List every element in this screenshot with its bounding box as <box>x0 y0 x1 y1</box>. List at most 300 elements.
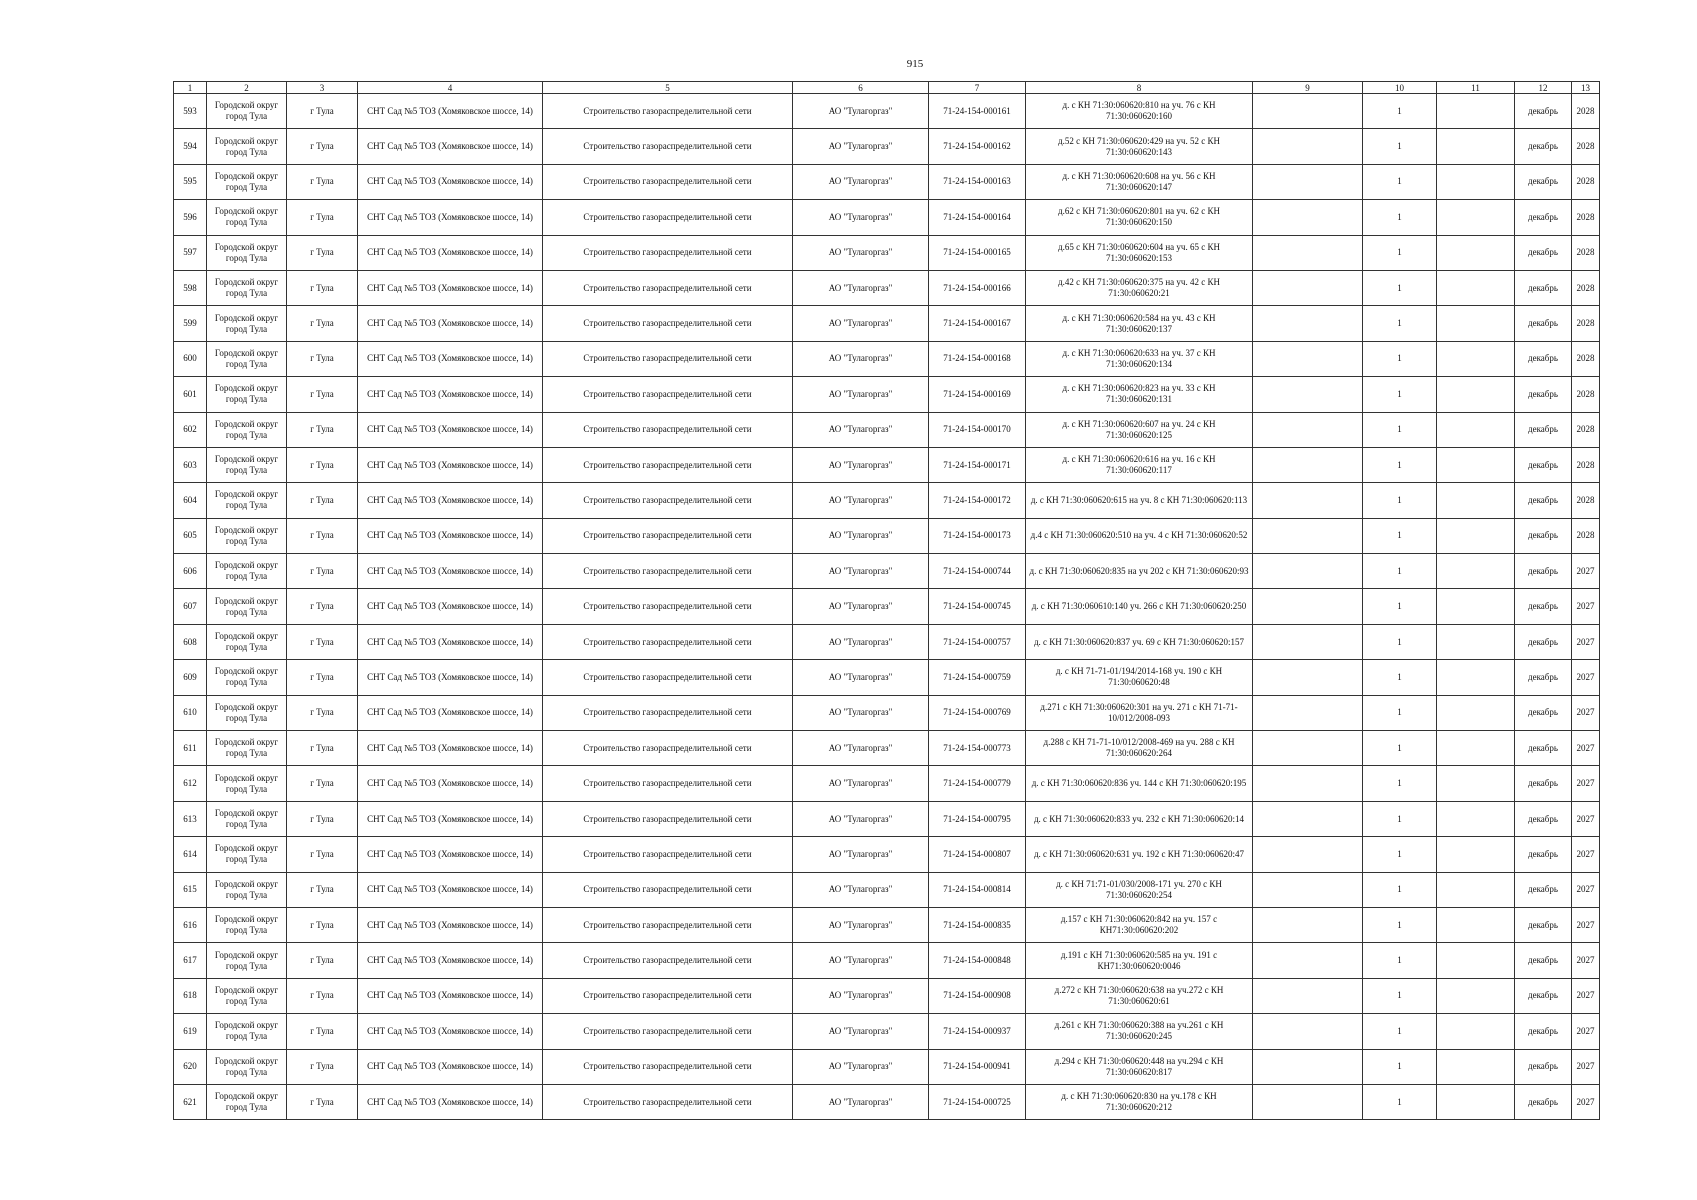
operator-cell: АО "Тулагоргаз" <box>793 554 929 589</box>
col-9-cell <box>1253 766 1363 801</box>
row-number-cell: 609 <box>174 660 207 695</box>
work-type-cell: Строительство газораспределительной сети <box>543 766 793 801</box>
count-cell: 1 <box>1363 837 1437 872</box>
col-9-cell <box>1253 801 1363 836</box>
col-9-cell <box>1253 872 1363 907</box>
year-cell: 2027 <box>1572 731 1600 766</box>
application-number-cell: 71-24-154-000757 <box>929 624 1026 659</box>
col-9-cell <box>1253 907 1363 942</box>
col-11-cell <box>1437 766 1515 801</box>
work-type-cell: Строительство газораспределительной сети <box>543 660 793 695</box>
work-type-cell: Строительство газораспределительной сети <box>543 589 793 624</box>
table-row <box>174 1014 1600 1049</box>
municipality-cell: Городской округ город Тула <box>207 731 287 766</box>
month-cell: декабрь <box>1515 589 1572 624</box>
count-cell: 1 <box>1363 801 1437 836</box>
col-11-cell <box>1437 129 1515 164</box>
location-cell: СНТ Сад №5 ТОЗ (Хомяковское шоссе, 14) <box>358 377 543 412</box>
object-description-cell: д.288 с КН 71-71-10/012/2008-469 на уч. 288 с КН 71:30:060620:264 <box>1026 731 1253 766</box>
settlement-cell: г Тула <box>287 731 358 766</box>
settlement-cell: г Тула <box>287 200 358 235</box>
settlement-cell: г Тула <box>287 235 358 270</box>
location-cell: СНТ Сад №5 ТОЗ (Хомяковское шоссе, 14) <box>358 660 543 695</box>
object-description-cell: д. с КН 71:30:060620:837 уч. 69 с КН 71:30:060620:157 <box>1026 624 1253 659</box>
municipality-cell: Городской округ город Тула <box>207 447 287 482</box>
object-description-cell: д.272 с КН 71:30:060620:638 на уч.272 с КН 71:30:060620:61 <box>1026 978 1253 1013</box>
col-9-cell <box>1253 731 1363 766</box>
count-cell: 1 <box>1363 907 1437 942</box>
operator-cell: АО "Тулагоргаз" <box>793 801 929 836</box>
month-cell: декабрь <box>1515 872 1572 907</box>
count-cell: 1 <box>1363 200 1437 235</box>
count-cell: 1 <box>1363 695 1437 730</box>
month-cell: декабрь <box>1515 341 1572 376</box>
col-11-cell <box>1437 270 1515 305</box>
location-cell: СНТ Сад №5 ТОЗ (Хомяковское шоссе, 14) <box>358 907 543 942</box>
location-cell: СНТ Сад №5 ТОЗ (Хомяковское шоссе, 14) <box>358 766 543 801</box>
table-row <box>174 200 1600 235</box>
month-cell: декабрь <box>1515 943 1572 978</box>
application-number-cell: 71-24-154-000166 <box>929 270 1026 305</box>
municipality-cell: Городской округ город Тула <box>207 200 287 235</box>
application-number-cell: 71-24-154-000759 <box>929 660 1026 695</box>
column-number-1: 1 <box>174 82 207 94</box>
operator-cell: АО "Тулагоргаз" <box>793 483 929 518</box>
table-row <box>174 235 1600 270</box>
table-row <box>174 907 1600 942</box>
row-number-cell: 617 <box>174 943 207 978</box>
count-cell: 1 <box>1363 447 1437 482</box>
application-number-cell: 71-24-154-000165 <box>929 235 1026 270</box>
row-number-cell: 621 <box>174 1084 207 1119</box>
row-number-cell: 603 <box>174 447 207 482</box>
work-type-cell: Строительство газораспределительной сети <box>543 164 793 199</box>
month-cell: декабрь <box>1515 1014 1572 1049</box>
count-cell: 1 <box>1363 483 1437 518</box>
year-cell: 2027 <box>1572 907 1600 942</box>
object-description-cell: д. с КН 71:71-01/030/2008-171 уч. 270 с КН 71:30:060620:254 <box>1026 872 1253 907</box>
column-number-12: 12 <box>1515 82 1572 94</box>
table-row <box>174 518 1600 553</box>
count-cell: 1 <box>1363 377 1437 412</box>
municipality-cell: Городской округ город Тула <box>207 1084 287 1119</box>
month-cell: декабрь <box>1515 1049 1572 1084</box>
col-11-cell <box>1437 1084 1515 1119</box>
work-type-cell: Строительство газораспределительной сети <box>543 200 793 235</box>
year-cell: 2028 <box>1572 483 1600 518</box>
year-cell: 2028 <box>1572 306 1600 341</box>
count-cell: 1 <box>1363 766 1437 801</box>
operator-cell: АО "Тулагоргаз" <box>793 837 929 872</box>
settlement-cell: г Тула <box>287 872 358 907</box>
row-number-cell: 600 <box>174 341 207 376</box>
work-type-cell: Строительство газораспределительной сети <box>543 1014 793 1049</box>
col-9-cell <box>1253 837 1363 872</box>
col-11-cell <box>1437 447 1515 482</box>
year-cell: 2028 <box>1572 94 1600 129</box>
month-cell: декабрь <box>1515 624 1572 659</box>
column-number-11: 11 <box>1437 82 1515 94</box>
application-number-cell: 71-24-154-000173 <box>929 518 1026 553</box>
work-type-cell: Строительство газораспределительной сети <box>543 907 793 942</box>
col-9-cell <box>1253 483 1363 518</box>
object-description-cell: д.4 с КН 71:30:060620:510 на уч. 4 с КН 71:30:060620:52 <box>1026 518 1253 553</box>
work-type-cell: Строительство газораспределительной сети <box>543 306 793 341</box>
operator-cell: АО "Тулагоргаз" <box>793 377 929 412</box>
operator-cell: АО "Тулагоргаз" <box>793 200 929 235</box>
application-number-cell: 71-24-154-000163 <box>929 164 1026 199</box>
year-cell: 2028 <box>1572 377 1600 412</box>
municipality-cell: Городской округ город Тула <box>207 270 287 305</box>
operator-cell: АО "Тулагоргаз" <box>793 1084 929 1119</box>
application-number-cell: 71-24-154-000170 <box>929 412 1026 447</box>
municipality-cell: Городской округ город Тула <box>207 695 287 730</box>
col-11-cell <box>1437 94 1515 129</box>
settlement-cell: г Тула <box>287 978 358 1013</box>
settlement-cell: г Тула <box>287 554 358 589</box>
application-number-cell: 71-24-154-000169 <box>929 377 1026 412</box>
row-number-cell: 597 <box>174 235 207 270</box>
settlement-cell: г Тула <box>287 766 358 801</box>
table-row <box>174 731 1600 766</box>
object-description-cell: д.62 с КН 71:30:060620:801 на уч. 62 с КН 71:30:060620:150 <box>1026 200 1253 235</box>
month-cell: декабрь <box>1515 412 1572 447</box>
location-cell: СНТ Сад №5 ТОЗ (Хомяковское шоссе, 14) <box>358 1014 543 1049</box>
work-type-cell: Строительство газораспределительной сети <box>543 837 793 872</box>
row-number-cell: 593 <box>174 94 207 129</box>
location-cell: СНТ Сад №5 ТОЗ (Хомяковское шоссе, 14) <box>358 943 543 978</box>
row-number-cell: 615 <box>174 872 207 907</box>
month-cell: декабрь <box>1515 518 1572 553</box>
municipality-cell: Городской округ город Тула <box>207 164 287 199</box>
application-number-cell: 71-24-154-000161 <box>929 94 1026 129</box>
col-11-cell <box>1437 412 1515 447</box>
month-cell: декабрь <box>1515 270 1572 305</box>
municipality-cell: Городской округ город Тула <box>207 978 287 1013</box>
col-9-cell <box>1253 695 1363 730</box>
operator-cell: АО "Тулагоргаз" <box>793 907 929 942</box>
month-cell: декабрь <box>1515 801 1572 836</box>
col-11-cell <box>1437 518 1515 553</box>
col-9-cell <box>1253 341 1363 376</box>
application-number-cell: 71-24-154-000807 <box>929 837 1026 872</box>
table-row <box>174 766 1600 801</box>
location-cell: СНТ Сад №5 ТОЗ (Хомяковское шоссе, 14) <box>358 270 543 305</box>
row-number-cell: 595 <box>174 164 207 199</box>
year-cell: 2027 <box>1572 624 1600 659</box>
col-9-cell <box>1253 624 1363 659</box>
table-row <box>174 837 1600 872</box>
municipality-cell: Городской округ город Тула <box>207 554 287 589</box>
col-11-cell <box>1437 943 1515 978</box>
col-11-cell <box>1437 907 1515 942</box>
table-row <box>174 270 1600 305</box>
count-cell: 1 <box>1363 943 1437 978</box>
row-number-cell: 604 <box>174 483 207 518</box>
settlement-cell: г Тула <box>287 518 358 553</box>
table-row <box>174 306 1600 341</box>
row-number-cell: 616 <box>174 907 207 942</box>
year-cell: 2027 <box>1572 695 1600 730</box>
table-body <box>174 94 1600 1120</box>
table-row <box>174 943 1600 978</box>
row-number-cell: 613 <box>174 801 207 836</box>
row-number-cell: 611 <box>174 731 207 766</box>
year-cell: 2028 <box>1572 164 1600 199</box>
column-number-5: 5 <box>543 82 793 94</box>
settlement-cell: г Тула <box>287 801 358 836</box>
operator-cell: АО "Тулагоргаз" <box>793 766 929 801</box>
application-number-cell: 71-24-154-000162 <box>929 129 1026 164</box>
work-type-cell: Строительство газораспределительной сети <box>543 341 793 376</box>
operator-cell: АО "Тулагоргаз" <box>793 164 929 199</box>
work-type-cell: Строительство газораспределительной сети <box>543 1049 793 1084</box>
settlement-cell: г Тула <box>287 1084 358 1119</box>
settlement-cell: г Тула <box>287 624 358 659</box>
col-11-cell <box>1437 660 1515 695</box>
row-number-cell: 610 <box>174 695 207 730</box>
year-cell: 2027 <box>1572 1084 1600 1119</box>
month-cell: декабрь <box>1515 695 1572 730</box>
object-description-cell: д.52 с КН 71:30:060620:429 на уч. 52 с КН 71:30:060620:143 <box>1026 129 1253 164</box>
col-9-cell <box>1253 978 1363 1013</box>
settlement-cell: г Тула <box>287 412 358 447</box>
count-cell: 1 <box>1363 164 1437 199</box>
settlement-cell: г Тула <box>287 94 358 129</box>
table-row <box>174 341 1600 376</box>
work-type-cell: Строительство газораспределительной сети <box>543 483 793 518</box>
col-11-cell <box>1437 483 1515 518</box>
municipality-cell: Городской округ город Тула <box>207 377 287 412</box>
work-type-cell: Строительство газораспределительной сети <box>543 518 793 553</box>
application-number-cell: 71-24-154-000848 <box>929 943 1026 978</box>
row-number-cell: 599 <box>174 306 207 341</box>
location-cell: СНТ Сад №5 ТОЗ (Хомяковское шоссе, 14) <box>358 872 543 907</box>
location-cell: СНТ Сад №5 ТОЗ (Хомяковское шоссе, 14) <box>358 801 543 836</box>
municipality-cell: Городской округ город Тула <box>207 837 287 872</box>
application-number-cell: 71-24-154-000814 <box>929 872 1026 907</box>
settlement-cell: г Тула <box>287 377 358 412</box>
object-description-cell: д. с КН 71:30:060620:631 уч. 192 с КН 71:30:060620:47 <box>1026 837 1253 872</box>
location-cell: СНТ Сад №5 ТОЗ (Хомяковское шоссе, 14) <box>358 624 543 659</box>
month-cell: декабрь <box>1515 978 1572 1013</box>
table-row <box>174 589 1600 624</box>
municipality-cell: Городской округ город Тула <box>207 624 287 659</box>
work-type-cell: Строительство газораспределительной сети <box>543 554 793 589</box>
year-cell: 2027 <box>1572 554 1600 589</box>
operator-cell: АО "Тулагоргаз" <box>793 129 929 164</box>
object-description-cell: д. с КН 71:30:060620:615 на уч. 8 с КН 71:30:060620:113 <box>1026 483 1253 518</box>
municipality-cell: Городской округ город Тула <box>207 129 287 164</box>
table-row <box>174 624 1600 659</box>
settlement-cell: г Тула <box>287 129 358 164</box>
count-cell: 1 <box>1363 589 1437 624</box>
location-cell: СНТ Сад №5 ТОЗ (Хомяковское шоссе, 14) <box>358 164 543 199</box>
count-cell: 1 <box>1363 624 1437 659</box>
operator-cell: АО "Тулагоргаз" <box>793 660 929 695</box>
count-cell: 1 <box>1363 731 1437 766</box>
row-number-cell: 596 <box>174 200 207 235</box>
count-cell: 1 <box>1363 341 1437 376</box>
row-number-cell: 601 <box>174 377 207 412</box>
month-cell: декабрь <box>1515 660 1572 695</box>
location-cell: СНТ Сад №5 ТОЗ (Хомяковское шоссе, 14) <box>358 94 543 129</box>
column-number-row <box>174 82 1600 94</box>
col-11-cell <box>1437 978 1515 1013</box>
work-type-cell: Строительство газораспределительной сети <box>543 270 793 305</box>
operator-cell: АО "Тулагоргаз" <box>793 731 929 766</box>
operator-cell: АО "Тулагоргаз" <box>793 1049 929 1084</box>
work-type-cell: Строительство газораспределительной сети <box>543 943 793 978</box>
col-11-cell <box>1437 731 1515 766</box>
application-number-cell: 71-24-154-000835 <box>929 907 1026 942</box>
year-cell: 2028 <box>1572 341 1600 376</box>
count-cell: 1 <box>1363 306 1437 341</box>
operator-cell: АО "Тулагоргаз" <box>793 978 929 1013</box>
application-number-cell: 71-24-154-000795 <box>929 801 1026 836</box>
object-description-cell: д.65 с КН 71:30:060620:604 на уч. 65 с КН 71:30:060620:153 <box>1026 235 1253 270</box>
work-type-cell: Строительство газораспределительной сети <box>543 447 793 482</box>
object-description-cell: д. с КН 71:30:060620:835 на уч 202 с КН 71:30:060620:93 <box>1026 554 1253 589</box>
year-cell: 2027 <box>1572 801 1600 836</box>
table-row <box>174 801 1600 836</box>
location-cell: СНТ Сад №5 ТОЗ (Хомяковское шоссе, 14) <box>358 518 543 553</box>
work-type-cell: Строительство газораспределительной сети <box>543 94 793 129</box>
table-row <box>174 483 1600 518</box>
settlement-cell: г Тула <box>287 1049 358 1084</box>
year-cell: 2028 <box>1572 200 1600 235</box>
col-9-cell <box>1253 1084 1363 1119</box>
settlement-cell: г Тула <box>287 695 358 730</box>
municipality-cell: Городской округ город Тула <box>207 943 287 978</box>
month-cell: декабрь <box>1515 94 1572 129</box>
object-description-cell: д. с КН 71:30:060620:607 на уч. 24 с КН 71:30:060620:125 <box>1026 412 1253 447</box>
col-11-cell <box>1437 589 1515 624</box>
application-number-cell: 71-24-154-000941 <box>929 1049 1026 1084</box>
settlement-cell: г Тула <box>287 837 358 872</box>
year-cell: 2027 <box>1572 978 1600 1013</box>
count-cell: 1 <box>1363 270 1437 305</box>
object-description-cell: д. с КН 71-71-01/194/2014-168 уч. 190 с КН 71:30:060620:48 <box>1026 660 1253 695</box>
col-9-cell <box>1253 306 1363 341</box>
column-number-9: 9 <box>1253 82 1363 94</box>
col-9-cell <box>1253 164 1363 199</box>
col-9-cell <box>1253 129 1363 164</box>
application-number-cell: 71-24-154-000769 <box>929 695 1026 730</box>
count-cell: 1 <box>1363 554 1437 589</box>
work-type-cell: Строительство газораспределительной сети <box>543 731 793 766</box>
object-description-cell: д. с КН 71:30:060620:830 на уч.178 с КН 71:30:060620:212 <box>1026 1084 1253 1119</box>
table-row <box>174 695 1600 730</box>
municipality-cell: Городской округ город Тула <box>207 1014 287 1049</box>
operator-cell: АО "Тулагоргаз" <box>793 1014 929 1049</box>
municipality-cell: Городской округ город Тула <box>207 801 287 836</box>
settlement-cell: г Тула <box>287 306 358 341</box>
col-11-cell <box>1437 872 1515 907</box>
operator-cell: АО "Тулагоргаз" <box>793 695 929 730</box>
column-number-13: 13 <box>1572 82 1600 94</box>
object-description-cell: д. с КН 71:30:060620:633 на уч. 37 с КН 71:30:060620:134 <box>1026 341 1253 376</box>
municipality-cell: Городской округ город Тула <box>207 660 287 695</box>
col-11-cell <box>1437 200 1515 235</box>
location-cell: СНТ Сад №5 ТОЗ (Хомяковское шоссе, 14) <box>358 235 543 270</box>
municipality-cell: Городской округ город Тула <box>207 589 287 624</box>
municipality-cell: Городской округ город Тула <box>207 235 287 270</box>
col-11-cell <box>1437 1049 1515 1084</box>
table-row <box>174 164 1600 199</box>
application-number-cell: 71-24-154-000937 <box>929 1014 1026 1049</box>
location-cell: СНТ Сад №5 ТОЗ (Хомяковское шоссе, 14) <box>358 306 543 341</box>
location-cell: СНТ Сад №5 ТОЗ (Хомяковское шоссе, 14) <box>358 837 543 872</box>
col-9-cell <box>1253 554 1363 589</box>
count-cell: 1 <box>1363 412 1437 447</box>
object-description-cell: д. с КН 71:30:060620:616 на уч. 16 с КН 71:30:060620:117 <box>1026 447 1253 482</box>
col-9-cell <box>1253 943 1363 978</box>
year-cell: 2027 <box>1572 872 1600 907</box>
table-row <box>174 978 1600 1013</box>
municipality-cell: Городской округ город Тула <box>207 483 287 518</box>
settlement-cell: г Тула <box>287 447 358 482</box>
work-type-cell: Строительство газораспределительной сети <box>543 235 793 270</box>
table-row <box>174 412 1600 447</box>
application-number-cell: 71-24-154-000172 <box>929 483 1026 518</box>
row-number-cell: 598 <box>174 270 207 305</box>
col-11-cell <box>1437 837 1515 872</box>
col-11-cell <box>1437 164 1515 199</box>
col-11-cell <box>1437 1014 1515 1049</box>
object-description-cell: д. с КН 71:30:060620:836 уч. 144 с КН 71:30:060620:195 <box>1026 766 1253 801</box>
application-number-cell: 71-24-154-000773 <box>929 731 1026 766</box>
year-cell: 2028 <box>1572 518 1600 553</box>
settlement-cell: г Тула <box>287 483 358 518</box>
settlement-cell: г Тула <box>287 164 358 199</box>
municipality-cell: Городской округ город Тула <box>207 518 287 553</box>
row-number-cell: 605 <box>174 518 207 553</box>
settlement-cell: г Тула <box>287 1014 358 1049</box>
row-number-cell: 620 <box>174 1049 207 1084</box>
col-11-cell <box>1437 554 1515 589</box>
table-row <box>174 94 1600 129</box>
row-number-cell: 608 <box>174 624 207 659</box>
month-cell: декабрь <box>1515 164 1572 199</box>
operator-cell: АО "Тулагоргаз" <box>793 447 929 482</box>
col-11-cell <box>1437 377 1515 412</box>
table-row <box>174 1084 1600 1119</box>
settlement-cell: г Тула <box>287 660 358 695</box>
year-cell: 2027 <box>1572 943 1600 978</box>
location-cell: СНТ Сад №5 ТОЗ (Хомяковское шоссе, 14) <box>358 731 543 766</box>
row-number-cell: 606 <box>174 554 207 589</box>
table-row <box>174 872 1600 907</box>
table-row <box>174 447 1600 482</box>
row-number-cell: 602 <box>174 412 207 447</box>
year-cell: 2028 <box>1572 412 1600 447</box>
municipality-cell: Городской округ город Тула <box>207 872 287 907</box>
location-cell: СНТ Сад №5 ТОЗ (Хомяковское шоссе, 14) <box>358 1084 543 1119</box>
application-number-cell: 71-24-154-000167 <box>929 306 1026 341</box>
year-cell: 2027 <box>1572 837 1600 872</box>
col-11-cell <box>1437 801 1515 836</box>
col-9-cell <box>1253 270 1363 305</box>
year-cell: 2027 <box>1572 766 1600 801</box>
count-cell: 1 <box>1363 129 1437 164</box>
settlement-cell: г Тула <box>287 270 358 305</box>
column-number-4: 4 <box>358 82 543 94</box>
registry-table <box>173 81 1600 1120</box>
col-11-cell <box>1437 695 1515 730</box>
object-description-cell: д.261 с КН 71:30:060620:388 на уч.261 с КН 71:30:060620:245 <box>1026 1014 1253 1049</box>
month-cell: декабрь <box>1515 837 1572 872</box>
